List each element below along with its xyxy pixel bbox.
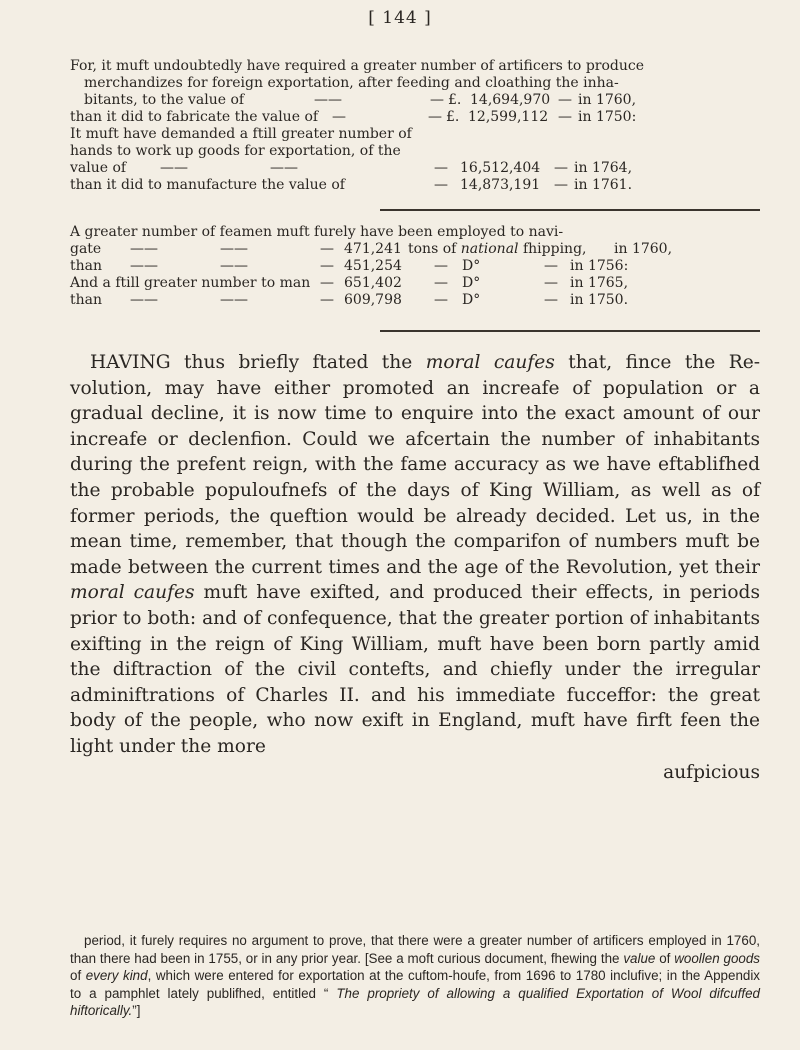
emphasis: moral caufes — [425, 352, 555, 373]
table-row — [70, 292, 770, 309]
dash: — — [558, 109, 572, 125]
dash: —— — [314, 92, 342, 108]
seamen-table — [70, 224, 770, 309]
dash: — — [544, 258, 558, 274]
year: in 1760, — [614, 241, 673, 257]
row-description: gate — [70, 241, 102, 257]
dash: — — [434, 177, 448, 193]
emphasis: The propriety of allowing a qualified Exportation of Wool difcuffed hiftorically. — [70, 985, 760, 1019]
dash: — — [554, 177, 568, 193]
year: in 1764, — [574, 160, 633, 176]
currency-symbol: £. — [448, 92, 462, 108]
value: 14,873,191 — [460, 177, 541, 193]
text-run: ”] — [132, 1003, 141, 1019]
dash: — — [320, 275, 334, 291]
unit-suffix: fhipping, — [518, 241, 587, 257]
year: in 1750: — [578, 109, 637, 125]
emphasis: value — [623, 950, 656, 966]
dash: —— — [220, 292, 248, 308]
table-text: For, it muft undoubtedly have required a greater number of artificers to produce — [70, 58, 644, 74]
dash: —— — [160, 160, 188, 176]
text-run: period, it furely requires no argument to prove, that there were a greater number of artificers employed in 1760, than there had been in 1755, or in any prior year. [See a moft curious document, fhewing the — [70, 933, 760, 966]
dash: —— — [270, 160, 298, 176]
row-description: And a ftill greater number to man — [70, 275, 311, 291]
text-run: muft have exifted, and produced their effects, in periods prior to both: and of confequence, that the greater portion of inhabitants exifting in the reign of King William, muft have been born partly amid the diftraction of the civil contefts, and chiefly under the irregular adminiftrations of Charles II. and his immediate fucceffor: the great body of the people, who now exift in England, muft have firft feen the light under the more — [70, 582, 760, 757]
dash: — — [434, 292, 448, 308]
dash: — — [430, 92, 444, 108]
dash: —— — [220, 258, 248, 274]
dash: — — [320, 241, 334, 257]
table-text: It muft have demanded a ftill greater number of — [70, 126, 412, 142]
ditto-mark: D° — [462, 275, 481, 291]
row-description: than — [70, 258, 103, 274]
dash: —— — [130, 258, 158, 274]
value: 14,694,970 — [470, 92, 551, 108]
year: in 1756: — [570, 258, 629, 274]
emphasis: every kind — [85, 968, 148, 984]
table-row — [70, 275, 770, 292]
text-run: of — [655, 950, 675, 966]
ditto-mark: D° — [462, 258, 481, 274]
body-text — [70, 350, 760, 785]
row-description: than it did to fabricate the value of — [70, 109, 319, 125]
table-row — [70, 126, 770, 143]
table-row — [70, 109, 770, 126]
dash: — — [320, 292, 334, 308]
row-description: value of — [70, 160, 127, 176]
emphasis: moral caufes — [70, 582, 195, 604]
dash: — — [544, 292, 558, 308]
table-row — [70, 143, 770, 160]
unit-emphasis: national — [460, 241, 519, 257]
dash: — — [434, 160, 448, 176]
row-description: bitants, to the value of — [84, 92, 245, 108]
dash: — — [428, 109, 442, 125]
page-number: [ 144 ] — [368, 8, 432, 28]
table-text: A greater number of feamen muft furely have been employed to navi- — [70, 224, 564, 240]
table-text: merchandizes for foreign exportation, after feeding and cloathing the inha- — [84, 75, 619, 91]
dash: —— — [220, 241, 248, 257]
catchword: aufpicious — [663, 761, 760, 783]
table-row — [70, 160, 770, 177]
dash: — — [434, 275, 448, 291]
table-row — [84, 92, 784, 109]
table-text: hands to work up goods for exportation, of the — [70, 143, 401, 159]
unit-prefix: tons of — [408, 241, 461, 257]
year: in 1765, — [570, 275, 629, 291]
text-run: of — [70, 968, 86, 984]
year: in 1761. — [574, 177, 633, 193]
table-row — [70, 58, 770, 75]
text-run: HAVING thus briefly ftated the — [90, 352, 426, 373]
dash: — — [320, 258, 334, 274]
dash: — — [554, 160, 568, 176]
value: 471,241 — [344, 241, 402, 257]
export-table — [70, 58, 770, 194]
text-run: , which were entered for exportation at the cuftom-houfe, from 1696 to 1780 inclufive; in the Appendix to a pamphlet lately publifhed, entitled “ — [70, 968, 761, 1001]
emphasis: woollen goods — [674, 950, 760, 966]
unit-label — [408, 241, 587, 258]
dash: —— — [130, 241, 158, 257]
value: 651,402 — [344, 275, 402, 291]
currency-symbol: £. — [446, 109, 460, 125]
ditto-mark: D° — [462, 292, 481, 308]
table-row — [70, 224, 770, 241]
text-run: that, fince the Re-volution, may have either promoted an increafe of population or a gradual decline, it is now time to enquire into the exact amount of our increafe or declenfion. Could we afcertain the number of inhabitants during the prefent reign, with the fame accuracy as we have eftablifhed the probable populoufnefs of the days of King William, as well as of former periods, the queftion would be already decided. Let us, in the mean time, remember, that though the comparifon of numbers muft be made between the current times and the age of the Revolution, yet their — [70, 352, 761, 578]
footnote-paragraph — [70, 932, 760, 1020]
value: 451,254 — [344, 258, 402, 274]
dash: — — [558, 92, 572, 108]
paragraph — [70, 350, 760, 760]
dash: —— — [130, 292, 158, 308]
divider-rule — [380, 330, 760, 332]
value: 609,798 — [344, 292, 402, 308]
row-description: than it did to manufacture the value of — [70, 177, 345, 193]
value: 12,599,112 — [468, 109, 549, 125]
table-row — [70, 258, 770, 275]
year: in 1760, — [578, 92, 637, 108]
dash: — — [434, 258, 448, 274]
dash: — — [544, 275, 558, 291]
table-row — [70, 177, 770, 194]
divider-rule — [380, 209, 760, 211]
value: 16,512,404 — [460, 160, 541, 176]
dash: — — [332, 109, 346, 125]
table-row — [70, 241, 770, 258]
year: in 1750. — [570, 292, 629, 308]
footnote — [70, 932, 760, 1020]
row-description: than — [70, 292, 103, 308]
table-row — [84, 75, 784, 92]
